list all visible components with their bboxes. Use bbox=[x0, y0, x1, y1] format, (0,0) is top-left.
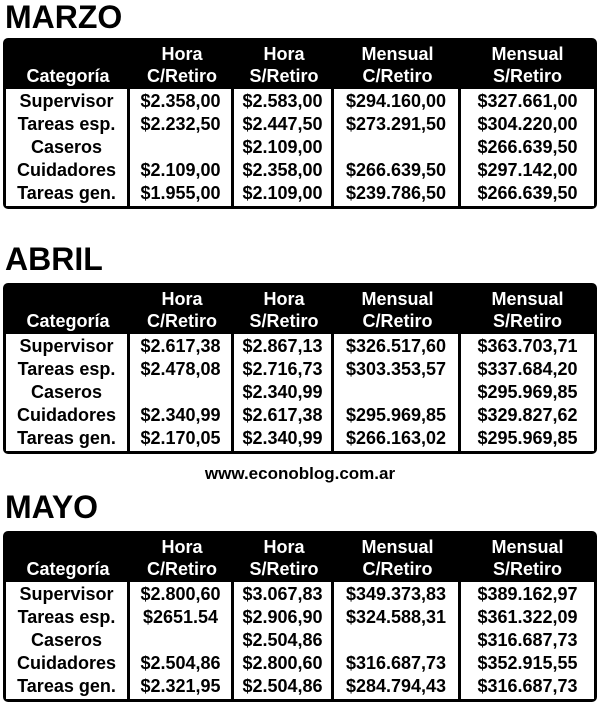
value-cell: $297.142,00 bbox=[477, 160, 578, 180]
value-cell bbox=[334, 381, 458, 404]
table-marzo bbox=[3, 38, 597, 209]
column-header-line1: Mensual bbox=[491, 289, 564, 309]
column-header-line1: Hora bbox=[161, 44, 203, 64]
value-cell: $284.794,43 bbox=[345, 676, 447, 696]
table-column bbox=[461, 89, 594, 206]
category-cell: Tareas gen. bbox=[17, 183, 116, 203]
value-cell: $2.232,50 bbox=[140, 114, 221, 134]
category-cell: Caseros bbox=[30, 137, 103, 157]
table-column bbox=[334, 89, 458, 206]
column-header-line2: Categoría bbox=[26, 559, 110, 579]
value-cell: $316.687,73 bbox=[345, 653, 447, 673]
column-header bbox=[130, 38, 234, 89]
column-header bbox=[130, 283, 234, 334]
table-column bbox=[130, 334, 231, 451]
value-cell bbox=[130, 381, 231, 404]
column-header-line1: Hora bbox=[161, 289, 203, 309]
value-cell: $316.687,73 bbox=[477, 676, 578, 696]
value-cell: $2.358,00 bbox=[140, 91, 221, 111]
table-column bbox=[234, 334, 331, 451]
value-cell: $349.373,83 bbox=[345, 584, 447, 604]
table-column bbox=[461, 582, 594, 699]
column-header-line1: Mensual bbox=[361, 537, 434, 557]
category-cell: Cuidadores bbox=[16, 653, 117, 673]
table-column bbox=[334, 582, 458, 699]
value-cell: $2651.54 bbox=[142, 607, 219, 627]
column-header-line2: S/Retiro bbox=[492, 66, 562, 86]
column-header bbox=[234, 38, 334, 89]
source-url: www.econoblog.com.ar bbox=[204, 464, 396, 483]
column-header bbox=[130, 531, 234, 582]
table-body bbox=[6, 582, 594, 699]
column-header-line2: S/Retiro bbox=[249, 66, 319, 86]
category-cell: Supervisor bbox=[19, 336, 114, 356]
month-title-mayo: MAYO bbox=[5, 489, 99, 525]
category-cell: Cuidadores bbox=[16, 405, 117, 425]
value-cell: $2.321,95 bbox=[140, 676, 221, 696]
value-cell: $2.617,38 bbox=[140, 336, 221, 356]
column-header-line2: S/Retiro bbox=[492, 311, 562, 331]
value-cell: $266.639,50 bbox=[477, 137, 578, 157]
column-header bbox=[461, 38, 594, 89]
column-header bbox=[334, 531, 461, 582]
value-cell: $266.639,50 bbox=[345, 160, 447, 180]
value-cell: $2.716,73 bbox=[242, 359, 323, 379]
table-column bbox=[6, 89, 127, 206]
value-cell: $352.915,55 bbox=[477, 653, 578, 673]
table-column bbox=[234, 582, 331, 699]
table-body bbox=[6, 334, 594, 451]
table-column bbox=[334, 334, 458, 451]
value-cell: $2.478,08 bbox=[140, 359, 221, 379]
table-column bbox=[6, 582, 127, 699]
column-header-line1: Hora bbox=[263, 44, 305, 64]
column-header bbox=[6, 38, 130, 89]
column-header-line2: S/Retiro bbox=[492, 559, 562, 579]
column-header bbox=[6, 283, 130, 334]
value-cell: $2.109,00 bbox=[242, 183, 323, 203]
column-header-line1: Mensual bbox=[491, 537, 564, 557]
value-cell: $363.703,71 bbox=[477, 336, 578, 356]
column-header bbox=[461, 531, 594, 582]
value-cell: $295.969,85 bbox=[477, 382, 578, 402]
category-cell: Supervisor bbox=[19, 91, 114, 111]
value-cell: $2.617,38 bbox=[242, 405, 323, 425]
value-cell: $239.786,50 bbox=[345, 183, 447, 203]
table-column bbox=[130, 89, 231, 206]
value-cell bbox=[334, 136, 458, 159]
table-header bbox=[6, 531, 594, 582]
category-cell: Tareas esp. bbox=[17, 114, 116, 134]
column-header bbox=[6, 531, 130, 582]
column-header-line2: S/Retiro bbox=[249, 559, 319, 579]
category-cell: Tareas gen. bbox=[17, 676, 116, 696]
column-header-line1: Hora bbox=[161, 537, 203, 557]
category-cell: Supervisor bbox=[19, 584, 114, 604]
value-cell: $303.353,57 bbox=[345, 359, 447, 379]
value-cell: $295.969,85 bbox=[477, 428, 578, 448]
value-cell: $295.969,85 bbox=[345, 405, 447, 425]
value-cell bbox=[130, 136, 231, 159]
table-mayo bbox=[3, 531, 597, 702]
column-header bbox=[334, 38, 461, 89]
category-cell: Tareas esp. bbox=[17, 359, 116, 379]
value-cell: $326.517,60 bbox=[345, 336, 447, 356]
value-cell: $294.160,00 bbox=[345, 91, 447, 111]
value-cell: $2.800,60 bbox=[140, 584, 221, 604]
value-cell: $2.867,13 bbox=[242, 336, 323, 356]
category-cell: Tareas gen. bbox=[17, 428, 116, 448]
column-header-line1: Hora bbox=[263, 537, 305, 557]
column-header-line1: Mensual bbox=[491, 44, 564, 64]
category-cell: Tareas esp. bbox=[17, 607, 116, 627]
column-header bbox=[234, 283, 334, 334]
table-column bbox=[461, 334, 594, 451]
column-header-line2: Categoría bbox=[26, 66, 110, 86]
table-body bbox=[6, 89, 594, 206]
column-header bbox=[234, 531, 334, 582]
value-cell: $2.504,86 bbox=[242, 630, 323, 650]
value-cell: $2.800,60 bbox=[242, 653, 323, 673]
column-header-line2: C/Retiro bbox=[146, 311, 217, 331]
table-column bbox=[130, 582, 231, 699]
column-header bbox=[461, 283, 594, 334]
value-cell: $273.291,50 bbox=[345, 114, 447, 134]
value-cell: $2.447,50 bbox=[242, 114, 323, 134]
column-header-line1: Mensual bbox=[361, 289, 434, 309]
month-title-marzo: MARZO bbox=[5, 0, 123, 35]
category-cell: Cuidadores bbox=[16, 160, 117, 180]
value-cell: $361.322,09 bbox=[477, 607, 578, 627]
table-header bbox=[6, 38, 594, 89]
table-column bbox=[6, 334, 127, 451]
value-cell: $337.684,20 bbox=[477, 359, 578, 379]
table-column bbox=[234, 89, 331, 206]
value-cell: $2.170,05 bbox=[140, 428, 221, 448]
value-cell: $2.340,99 bbox=[140, 405, 221, 425]
value-cell: $2.109,00 bbox=[140, 160, 221, 180]
column-header-line1: Mensual bbox=[361, 44, 434, 64]
column-header-line2: C/Retiro bbox=[362, 66, 433, 86]
value-cell: $2.504,86 bbox=[242, 676, 323, 696]
column-header bbox=[334, 283, 461, 334]
value-cell: $2.358,00 bbox=[242, 160, 323, 180]
column-header-line2: C/Retiro bbox=[146, 66, 217, 86]
value-cell: $389.162,97 bbox=[477, 584, 578, 604]
column-header-line2: C/Retiro bbox=[146, 559, 217, 579]
value-cell: $1.955,00 bbox=[140, 183, 221, 203]
category-cell: Caseros bbox=[30, 382, 103, 402]
value-cell: $2.906,90 bbox=[242, 607, 323, 627]
value-cell: $2.583,00 bbox=[242, 91, 323, 111]
value-cell: $2.109,00 bbox=[242, 137, 323, 157]
value-cell bbox=[334, 629, 458, 652]
value-cell: $327.661,00 bbox=[477, 91, 578, 111]
value-cell: $2.504,86 bbox=[140, 653, 221, 673]
value-cell: $324.588,31 bbox=[345, 607, 447, 627]
value-cell bbox=[130, 629, 231, 652]
column-header-line2: S/Retiro bbox=[249, 311, 319, 331]
value-cell: $3.067,83 bbox=[242, 584, 323, 604]
column-header-line2: C/Retiro bbox=[362, 311, 433, 331]
value-cell: $304.220,00 bbox=[477, 114, 578, 134]
value-cell: $316.687,73 bbox=[477, 630, 578, 650]
value-cell: $2.340,99 bbox=[242, 382, 323, 402]
category-cell: Caseros bbox=[30, 630, 103, 650]
value-cell: $2.340,99 bbox=[242, 428, 323, 448]
value-cell: $329.827,62 bbox=[477, 405, 578, 425]
column-header-line2: C/Retiro bbox=[362, 559, 433, 579]
table-abril bbox=[3, 283, 597, 454]
table-header bbox=[6, 283, 594, 334]
column-header-line2: Categoría bbox=[26, 311, 110, 331]
column-header-line1: Hora bbox=[263, 289, 305, 309]
value-cell: $266.163,02 bbox=[345, 428, 447, 448]
value-cell: $266.639,50 bbox=[477, 183, 578, 203]
month-title-abril: ABRIL bbox=[5, 241, 103, 277]
